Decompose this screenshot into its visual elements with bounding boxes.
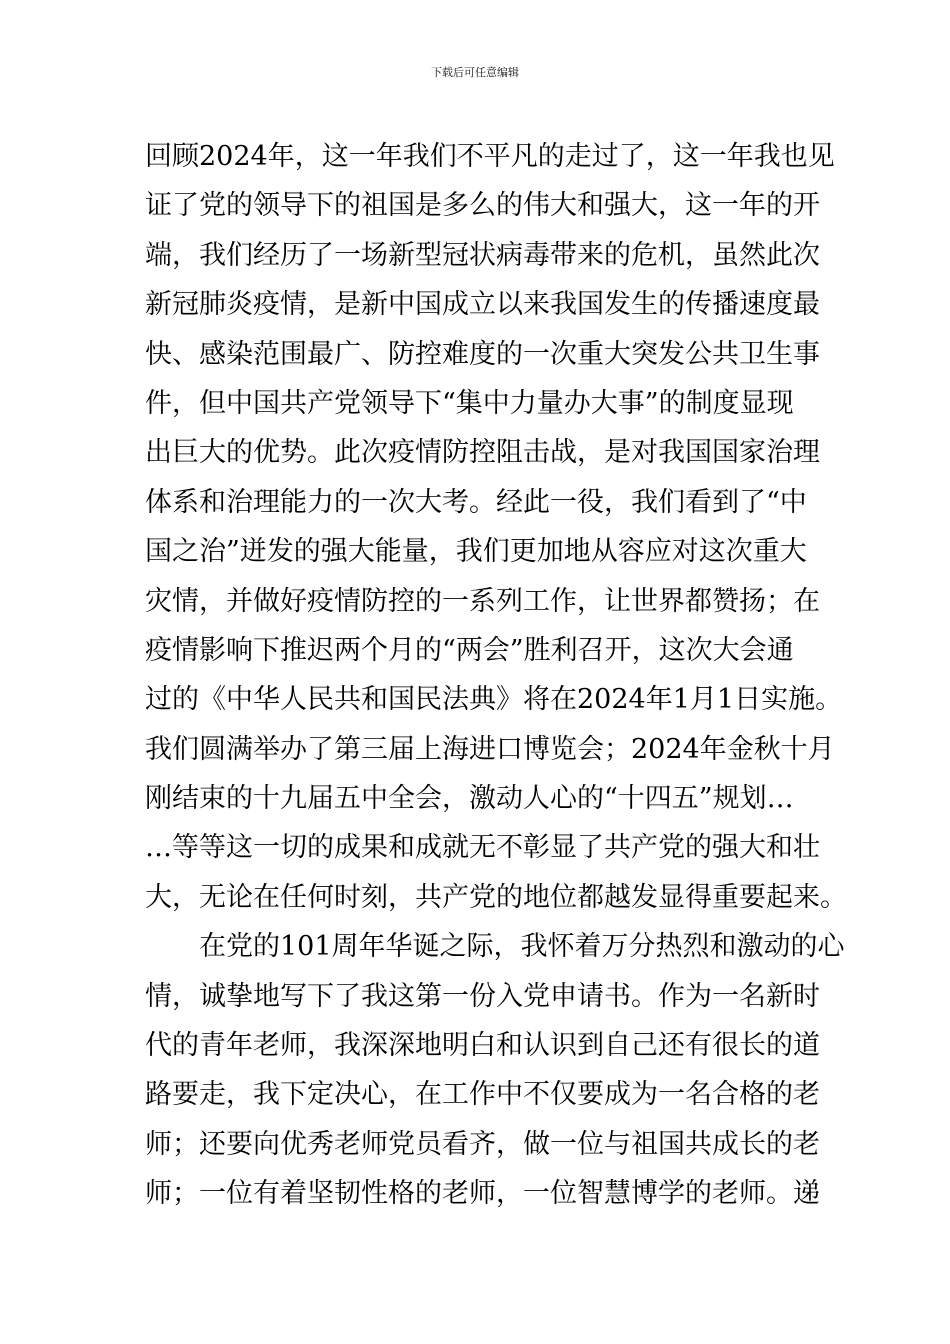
text-line: 灾情，并做好疫情防控的一系列工作，让世界都赞扬；在	[145, 585, 820, 617]
text-line: 快、感染范围最广、防控难度的一次重大突发公共卫生事	[145, 338, 820, 370]
text-line: 国之治”迸发的强大能量，我们更加地从容应对这次重大	[145, 536, 807, 568]
page-header: 下载后可任意编辑	[431, 66, 519, 79]
text-line: 新冠肺炎疫情，是新中国成立以来我国发生的传播速度最	[145, 289, 820, 321]
text-line: 刚结束的十九届五中全会，激动人心的“十四五”规划…	[145, 783, 794, 815]
text-line: 出巨大的优势。此次疫情防控阻击战，是对我国国家治理	[145, 437, 820, 469]
text-line: …等等这一切的成果和成就无不彰显了共产党的强大和壮	[145, 832, 820, 864]
text-line: 件，但中国共产党领导下“集中力量办大事”的制度显现	[145, 387, 794, 419]
paragraph-start-line: 在党的101周年华诞之际，我怀着万分热烈和激动的心	[199, 931, 845, 963]
text-line: 代的青年老师，我深深地明白和认识到自己还有很长的道	[145, 1030, 820, 1062]
text-line: 证了党的领导下的祖国是多么的伟大和强大，这一年的开	[145, 190, 820, 222]
text-line: 我们圆满举办了第三届上海进口博览会；2024年金秋十月	[145, 733, 835, 765]
text-line: 端，我们经历了一场新型冠状病毒带来的危机，虽然此次	[145, 239, 820, 271]
document-body	[145, 132, 847, 1219]
text-line: 路要走，我下定决心，在工作中不仅要成为一名合格的老	[145, 1079, 820, 1111]
text-line: 回顾2024年，这一年我们不平凡的走过了，这一年我也见	[145, 141, 835, 172]
text-line: 疫情影响下推迟两个月的“两会”胜利召开，这次大会通	[145, 634, 794, 666]
text-line: 过的《中华人民共和国民法典》将在2024年1月1日实施。	[145, 684, 843, 716]
text-line: 体系和治理能力的一次大考。经此一役，我们看到了“中	[145, 486, 807, 518]
text-line: 师；还要向优秀老师党员看齐，做一位与祖国共成长的老	[145, 1128, 820, 1160]
text-line: 情，诚挚地写下了我这第一份入党申请书。作为一名新时	[145, 980, 820, 1012]
text-line: 大，无论在任何时刻，共产党的地位都越发显得重要起来。	[145, 881, 847, 913]
text-line: 师；一位有着坚韧性格的老师，一位智慧博学的老师。递	[145, 1178, 820, 1210]
